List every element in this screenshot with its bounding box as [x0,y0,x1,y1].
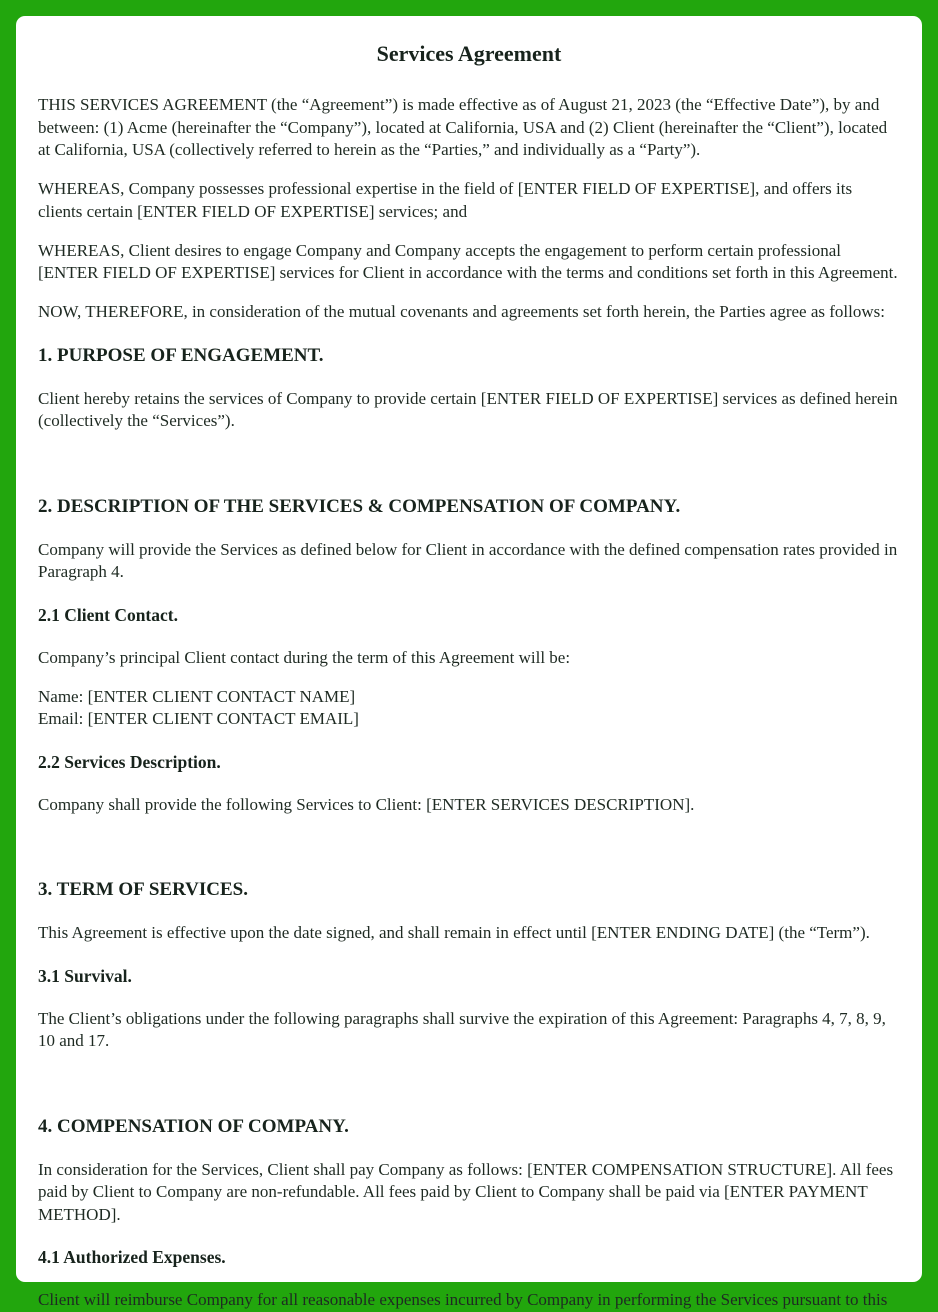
client-contact-email-line: Email: [ENTER CLIENT CONTACT EMAIL] [38,709,359,728]
preamble-paragraph-2: WHEREAS, Company possesses professional expertise in the field of [ENTER FIELD OF EXPERTISE], and offers its clients certain [ENTER FIELD OF EXPERTISE] services; and [38,179,853,221]
section-2-1-paragraph: Company’s principal Client contact during the term of this Agreement will be: [38,647,571,667]
section-3-paragraph: This Agreement is effective upon the date signed, and shall remain in effect until [ENTER ENDING DATE] (the “Term”). [38,923,870,942]
section-4-heading: 4. COMPENSATION OF COMPANY. [38,1115,349,1137]
section-1-paragraph: Client hereby retains the services of Company to provide certain [ENTER FIELD OF EXPERTISE] services as defined herein (collectively the “Services”). [38,388,898,430]
client-contact-name-line: Name: [ENTER CLIENT CONTACT NAME] [38,686,356,706]
preamble-paragraph-3: WHEREAS, Client desires to engage Company and Company accepts the engagement to perform certain professional [ENTER FIELD OF EXPERTISE] services for Client in accordance with the terms and conditions set forth in this Agreement. [38,240,898,282]
section-4-1-heading: 4.1 Authorized Expenses. [38,1247,226,1267]
section-4-1-paragraph: Client will reimburse Company for all reasonable expenses incurred by Company in performing the Services pursuant to this [38,1290,888,1309]
section-4-paragraph: In consideration for the Services, Client shall pay Company as follows: [ENTER COMPENSATION STRUCTURE]. All fees paid by Client to Company are non-refundable. All fees paid by Client to Company shall be paid via [ENTER PAYMENT METHOD]. [38,1159,894,1224]
agreement-page [16,16,922,1309]
section-2-paragraph: Company will provide the Services as defined below for Client in accordance with the defined compensation rates provided in Paragraph 4. [38,539,898,581]
section-2-2-heading: 2.2 Services Description. [38,751,221,772]
section-3-1-heading: 3.1 Survival. [38,965,132,986]
section-1-heading: 1. PURPOSE OF ENGAGEMENT. [38,344,324,366]
section-3-1-paragraph: The Client’s obligations under the following paragraphs shall survive the expiration of this Agreement: Paragraphs 4, 7, 8, 9, 10 and 17. [38,1008,886,1050]
section-2-2-paragraph: Company shall provide the following Services to Client: [ENTER SERVICES DESCRIPTION]. [38,794,695,814]
section-2-heading: 2. DESCRIPTION OF THE SERVICES & COMPENSATION OF COMPANY. [38,495,681,517]
preamble-paragraph-4: NOW, THEREFORE, in consideration of the mutual covenants and agreements set forth herein, the Parties agree as follows: [38,302,885,321]
document-title: Services Agreement [376,41,562,66]
section-2-1-heading: 2.1 Client Contact. [38,604,178,625]
section-3-heading: 3. TERM OF SERVICES. [38,879,248,900]
preamble-paragraph-1: THIS SERVICES AGREEMENT (the “Agreement”) is made effective as of August 21, 2023 (the “Effective Date”), by and between: (1) Acme (hereinafter the “Company”), located at California, USA and (2) Client (hereinafter the “Client”), located at California, USA (collectively referred to herein as the “Parties,” and individually as a “Party”). [38,95,888,159]
client-contact-lines [38,686,900,731]
